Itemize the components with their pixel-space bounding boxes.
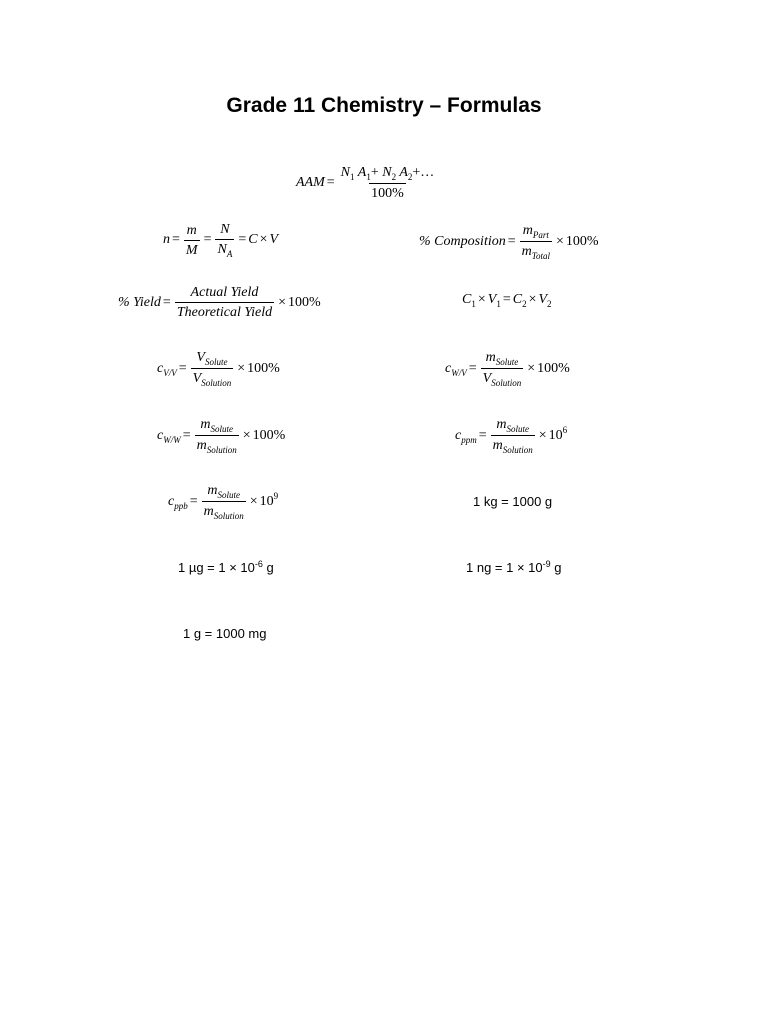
formula-concentration-ppm: c ppm = $\frac{m_{Solute}}{m_{Solution}}$ × 10 6 bbox=[455, 417, 568, 455]
formula-concentration-ww: c W/W = $\frac{m_{Solute}}{m_{Solution}}$ × 100% bbox=[157, 417, 286, 455]
formula-dilution: C 1 × V 1 = C 2 × V 2 bbox=[462, 292, 552, 309]
conversion-nanogram: 1 ng = $1 \times 10^{-9}$ g bbox=[466, 559, 562, 575]
page-title: Grade 11 Chemistry – Formulas bbox=[226, 94, 542, 117]
formula-average-atomic-mass: AAM = $\frac{N_1 A_1+ N_2 A_2+\dots}{100\%}$ bbox=[296, 165, 435, 201]
conversion-kg: 1 kg = 1000 g bbox=[473, 494, 553, 509]
formula-concentration-vv: c V/V = $\frac{V_{Solute}}{V_{Solution}}$ × 100% bbox=[157, 350, 280, 388]
aam-fraction: $\frac{N_1 A_1+ N_2 A_2+\dots}{100\%}$ bbox=[340, 165, 435, 201]
formula-concentration-wv: c W/V = $\frac{m_{Solute}}{V_{Solution}}$ × 100% bbox=[445, 350, 570, 388]
conversion-microgram: 1 $\mu g = 1 \times 10^{-6}$ g bbox=[178, 559, 274, 575]
aam-lhs: AAM bbox=[296, 175, 325, 190]
formula-concentration-ppb: c ppb = $\frac{m_{Solute}}{m_{Solution}}$ × 10 9 bbox=[168, 483, 279, 521]
conversion-gram: 1 g = 1000 mg bbox=[183, 626, 267, 641]
formula-moles: n = $\frac{m}{M}$ = $\frac{N}{N_A}$ = C × V bbox=[163, 222, 279, 259]
formula-percent-composition: % Composition = $\frac{m_{Part}}{m_{Total}}$ × 100% bbox=[419, 223, 599, 261]
formula-percent-yield: % Yield = $\frac{\text{Actual Yield}}{\text{Theoretical Yield}}$ × 100% bbox=[118, 285, 321, 320]
